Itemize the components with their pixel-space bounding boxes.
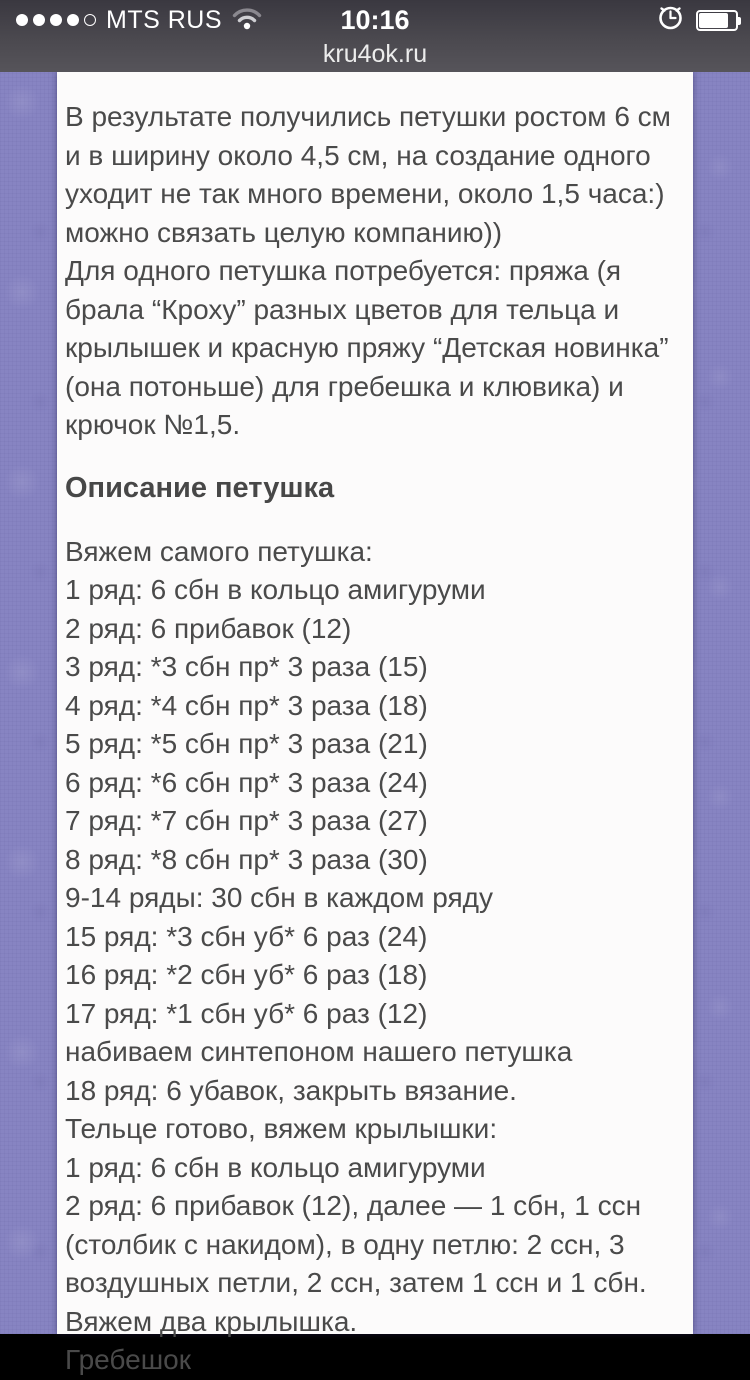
pattern-line: 7 ряд: *7 сбн пр* 3 раза (27) [65, 805, 428, 836]
battery-nub [738, 17, 741, 25]
pattern-line: 9-14 ряды: 30 сбн в каждом ряду [65, 882, 493, 913]
pattern-line: Вяжем два крылышка. [65, 1305, 358, 1337]
url-bar[interactable] [0, 40, 750, 72]
clock-time: 10:16 [340, 4, 410, 35]
pattern-line: 5 ряд: *5 сбн пр* 3 раза (21) [65, 728, 428, 759]
page-background [0, 72, 750, 1375]
intro-paragraph: Для одного петушка потребуется: пряжа (я брала “Кроху” разных цветов для тельца и крылышек и красную пряжу “Детская новинка” (она потоньше) для гребешка и клювика) и крючок №1,5. [65, 255, 669, 440]
pattern-line: 1 ряд: 6 сбн в кольцо амигуруми [65, 1151, 486, 1183]
pattern-line: 6 ряд: *6 сбн пр* 3 раза (24) [65, 766, 428, 798]
status-bar [0, 0, 750, 40]
battery-icon [696, 10, 738, 31]
url-domain-label[interactable]: kru4ok.ru [322, 40, 428, 68]
pattern-line: 1 ряд: 6 сбн в кольцо амигуруми [65, 574, 486, 605]
section-heading: Описание петушка [65, 471, 335, 504]
pattern-line: Гребешок [65, 1344, 191, 1375]
pattern-line: 16 ряд: *2 сбн уб* 6 раз (18) [65, 959, 428, 990]
browser-chrome [0, 0, 750, 72]
pattern-line: 3 ряд: *3 сбн пр* 3 раза (15) [65, 651, 428, 682]
pattern-line: набиваем синтепоном нашего петушка [65, 1036, 573, 1067]
pattern-line: 17 ряд: *1 сбн уб* 6 раз (12) [65, 997, 428, 1029]
alarm-clock-icon [657, 4, 684, 36]
pattern-line: 18 ряд: 6 убавок, закрыть вязание. [65, 1074, 517, 1106]
pattern-line: Вяжем самого петушка: [65, 535, 373, 567]
status-right [657, 0, 738, 40]
pattern-line: 8 ряд: *8 сбн пр* 3 раза (30) [65, 843, 428, 875]
pattern-line: 15 ряд: *3 сбн уб* 6 раз (24) [65, 920, 428, 952]
intro-paragraph: В результате получились петушки ростом 6 см и в ширину около 4,5 см, на создание одного уходит не так много времени, около 1,5 часа:) можно связать целую компанию)) [65, 101, 671, 248]
article-intro [65, 98, 685, 445]
pattern-line: 2 ряд: 6 прибавок (12), далее — 1 сбн, 1 ссн (столбик с накидом), в одну петлю: 2 ссн, 3 воздушных петли, 2 ссн, затем 1 ссн и 1 сбн. [65, 1190, 647, 1298]
article-card [57, 72, 693, 1375]
pattern-instructions [65, 533, 685, 1380]
pattern-line: 2 ряд: 6 прибавок (12) [65, 612, 352, 644]
pattern-line: 4 ряд: *4 сбн пр* 3 раза (18) [65, 689, 428, 721]
pattern-line: Тельце готово, вяжем крылышки: [65, 1113, 498, 1144]
battery-fill [699, 13, 728, 28]
carrier-label: MTS RUS [106, 5, 222, 34]
